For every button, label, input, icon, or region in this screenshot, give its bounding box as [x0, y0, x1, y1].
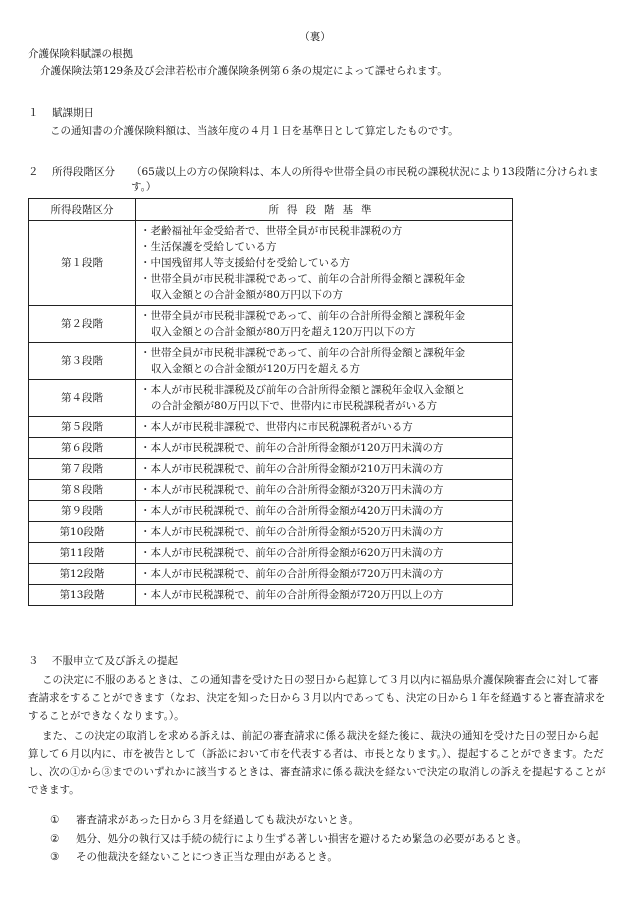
criteria-line: ・本人が市民税課税で、前年の合計所得金額が720万円未満の方 [140, 568, 444, 580]
table-row [29, 459, 513, 480]
table-row [29, 480, 513, 501]
grade-cell: 第８段階 [29, 480, 136, 501]
table-row [29, 501, 513, 522]
criteria-line: 収入金額との合計金額が80万円を超え120万円以下の方 [151, 326, 416, 338]
section1-heading [28, 106, 94, 121]
grade-cell: 第４段階 [29, 380, 136, 417]
section2-heading [28, 165, 115, 180]
grade-cell: 第10段階 [29, 522, 136, 543]
section1-number: １ [28, 107, 39, 119]
table-row [29, 306, 513, 343]
criteria-cell [136, 480, 513, 501]
section2-title: 所得段階区分 [52, 166, 115, 178]
criteria-cell [136, 417, 513, 438]
section2-number: ２ [28, 166, 39, 178]
grade-cell: 第12段階 [29, 564, 136, 585]
grade-cell: 第６段階 [29, 438, 136, 459]
criteria-line: ・本人が市民税非課税及び前年の合計所得金額と課税年金収入金額と [140, 384, 466, 396]
section3-paragraph-1: この決定に不服のあるときは、この通知書を受けた日の翌日から起算して３月以内に福島県介護保険審査会に対して審査請求をすることができます（なお、決定を知った日から３月以内であっても、決定の日から１年を経過すると審査請求をすることができなくなります。）。 [28, 674, 606, 722]
grade-cell: 第11段階 [29, 543, 136, 564]
criteria-line: ・本人が市民税課税で、前年の合計所得金額が520万円未満の方 [140, 526, 444, 538]
table-header-row [29, 199, 513, 221]
criteria-cell [136, 380, 513, 417]
list-text: 処分、処分の執行又は手続の続行により生ずる著しい損害を避けるため緊急の必要があるとき。 [76, 832, 528, 845]
criteria-line: ・世帯全員が市民税非課税であって、前年の合計所得金額と課税年金 [140, 310, 466, 322]
section3-number: ３ [28, 655, 39, 667]
criteria-line: ・本人が市民税課税で、前年の合計所得金額が420万円未満の方 [140, 505, 444, 517]
criteria-line: ・本人が市民税非課税で、世帯内に市民税課税者がいる方 [140, 421, 413, 433]
criteria-line: の合計金額が80万円以下で、世帯内に市民税課税者がいる方 [151, 400, 438, 412]
table-body [29, 221, 513, 606]
criteria-line: ・世帯全員が市民税非課税であって、前年の合計所得金額と課税年金 [140, 273, 466, 285]
table-row [29, 343, 513, 380]
criteria-line: ・生活保護を受給している方 [140, 241, 277, 253]
grade-cell: 第３段階 [29, 343, 136, 380]
criteria-cell [136, 501, 513, 522]
criteria-cell [136, 438, 513, 459]
section3-heading [28, 654, 178, 669]
table-header-criteria: 所得段階基準 [136, 199, 513, 221]
table-row [29, 438, 513, 459]
criteria-line: ・本人が市民税課税で、前年の合計所得金額が620万円未満の方 [140, 547, 444, 559]
grade-cell: 第５段階 [29, 417, 136, 438]
section2-note: （65歳以上の方の保険料は、本人の所得や世帯全員の市民税の課税状況により13段階に分けられます。） [131, 166, 599, 193]
criteria-cell [136, 585, 513, 606]
criteria-cell [136, 522, 513, 543]
criteria-cell [136, 459, 513, 480]
section1-title: 賦課期日 [52, 107, 94, 119]
list-text: 審査請求があった日から３月を経過しても裁決がないとき。 [76, 814, 359, 826]
table-header-grade: 所得段階区分 [29, 199, 136, 221]
criteria-cell [136, 543, 513, 564]
grade-cell: 第７段階 [29, 459, 136, 480]
table-row [29, 417, 513, 438]
criteria-cell [136, 306, 513, 343]
grade-cell: 第13段階 [29, 585, 136, 606]
list-item [28, 830, 608, 849]
criteria-line: ・本人が市民税課税で、前年の合計所得金額が720万円以上の方 [140, 589, 444, 601]
criteria-cell [136, 564, 513, 585]
criteria-cell [136, 343, 513, 380]
criteria-line: ・老齢福祉年金受給者で、世帯全員が市民税非課税の方 [140, 225, 403, 237]
basis-title: 介護保険料賦課の根拠 [28, 48, 133, 60]
list-text: その他裁決を経ないことにつき正当な理由があるとき。 [76, 851, 338, 863]
section3-title: 不服申立て及び訴えの提起 [52, 655, 178, 667]
list-mark: ① [50, 814, 60, 826]
list-item [28, 848, 608, 867]
list-mark: ③ [50, 851, 60, 863]
exception-list [28, 811, 608, 867]
section1-text: この通知書の介護保険料額は、当該年度の４月１日を基準日として算定したものです。 [50, 125, 459, 137]
table-row [29, 221, 513, 306]
criteria-line: ・世帯全員が市民税非課税であって、前年の合計所得金額と課税年金 [140, 347, 466, 359]
grade-cell: 第２段階 [29, 306, 136, 343]
income-grade-table [28, 198, 513, 606]
criteria-cell [136, 221, 513, 306]
page-header: （裏） [299, 31, 331, 43]
grade-cell: 第９段階 [29, 501, 136, 522]
grade-cell: 第１段階 [29, 221, 136, 306]
section3-paragraph-2: また、この決定の取消しを求める訴えは、前記の審査請求に係る裁決を経た後に、裁決の通知を受けた日の翌日から起算して６月以内に、市を被告として（訴訟において市を代表する者は、市長となります。）、提起することができます。ただし、次の①から③までのいずれかに該当するときは、審査請求に係る裁決を経ないで決定の取消しの訴えを提起することができます。 [28, 730, 606, 796]
table-row [29, 543, 513, 564]
list-item [28, 811, 608, 830]
criteria-line: ・中国残留邦人等支援給付を受給している方 [140, 257, 350, 269]
criteria-line: ・本人が市民税課税で、前年の合計所得金額が210万円未満の方 [140, 463, 444, 475]
criteria-line: ・本人が市民税課税で、前年の合計所得金額が120万円未満の方 [140, 442, 444, 454]
table-row [29, 585, 513, 606]
table-row [29, 522, 513, 543]
table-row [29, 564, 513, 585]
basis-text: 介護保険法第129条及び会津若松市介護保険条例第６条の規定によって課せられます。 [40, 65, 448, 77]
criteria-line: 収入金額との合計金額が80万円以下の方 [151, 289, 343, 301]
criteria-line: 収入金額との合計金額が120万円を超える方 [151, 363, 361, 375]
table-row [29, 380, 513, 417]
list-mark: ② [50, 832, 60, 845]
criteria-line: ・本人が市民税課税で、前年の合計所得金額が320万円未満の方 [140, 484, 444, 496]
